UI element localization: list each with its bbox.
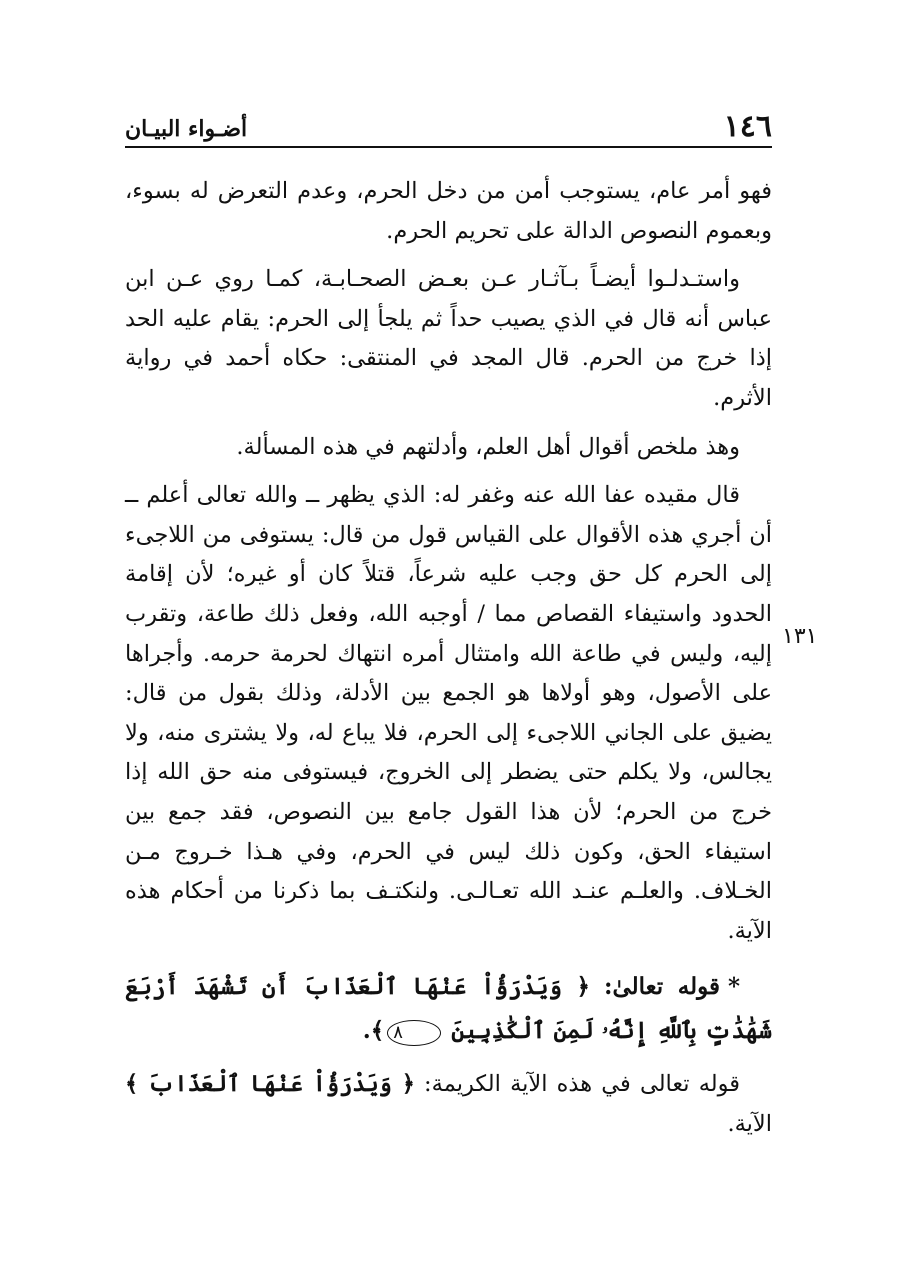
- paragraph-last: [125, 1065, 772, 1144]
- paragraph-2: واستـدلـوا أيضـاً بـآثـار عـن بعـض الصحـابـة، كمـا روي عـن ابن عباس أنه قال في الذي يصيب حداً ثم يلجأ إلى الحرم: يقام عليه الحد إذا خرج من الحرم. قال المجد في المنتقى: حكاه أحمد في رواية الأثرم.: [125, 266, 772, 411]
- last-intro: قوله تعالى في هذه الآية الكريمة:: [424, 1071, 740, 1098]
- page-header: [125, 110, 772, 148]
- verse-heading: [125, 965, 772, 1053]
- paragraph-3: وهذ ملخص أقوال أهل العلم، وأدلتهم في هذه المسألة.: [236, 433, 740, 460]
- last-quran-quote: ﴿ وَيَدْرَؤُاْ عَنْهَا ٱلْعَذَابَ ﴾: [125, 1071, 415, 1098]
- margin-page-reference: ١٣١: [782, 624, 818, 649]
- star-marker: *: [727, 973, 741, 1001]
- ayah-number-badge: ٨: [387, 1020, 441, 1046]
- last-suffix: الآية.: [727, 1110, 772, 1137]
- paragraph-1: فهو أمر عام، يستوجب أمن من دخل الحرم، وعدم التعرض له بسوء، وبعموم النصوص الدالة على تحريم الحرم.: [125, 178, 772, 244]
- verse-lead: قوله تعالىٰ:: [603, 973, 720, 1001]
- book-title: أضـواء البيـان: [125, 116, 248, 142]
- quran-verse: ﴿ وَيَدْرَؤُاْ عَنْهَا ٱلْعَذَابَ أَن تَشْهَدَ أَرْبَعَ شَهَٰدَٰتٍ بِٱللَّهِ إِنَّهُۥ لَمِنَ ٱلْكَٰذِبِينَ: [125, 973, 772, 1045]
- page-number: ١٤٦: [723, 109, 772, 144]
- paragraph-4: قال مقيده عفا الله عنه وغفر له: الذي يظهر ــ والله تعالى أعلم ــ أن أجري هذه الأقوال على القياس قول من قال: يستوفى من اللاجىء إلى الحرم كل حق وجب عليه شرعاً، قتلاً كان أو غيره؛ لأن إقامة الحدود واستيفاء القصاص مما / أوجبه الله، وفعل ذلك طاعة، وتقرب إليه، وليس في طاعة الله وامتثال أمره انتهاك لحرمة حرمه. وأجراها على الأصول، وهو أولاها هو الجمع بين الأدلة، وذلك بقول من قال: يضيق على الجاني اللاجىء إلى الحرم، فلا يباع له، ولا يشترى منه، ولا يجالس، ولا يكلم حتى يضطر إلى الخروج، فيستوفى منه حق الله إذا خرج من الحرم؛ لأن هذا القول جامع بين النصوص، فقد جمع بين استيفاء الحق، وكون ذلك ليس في الحرم، وفي هـذا خـروج مـن الخـلاف. والعلـم عنـد الله تعـالـى. ولنكتـف بما ذكرنا من أحكام هذه الآية.: [125, 482, 772, 944]
- verse-closing: ﴾.: [362, 1017, 385, 1045]
- body-text: [125, 172, 772, 1153]
